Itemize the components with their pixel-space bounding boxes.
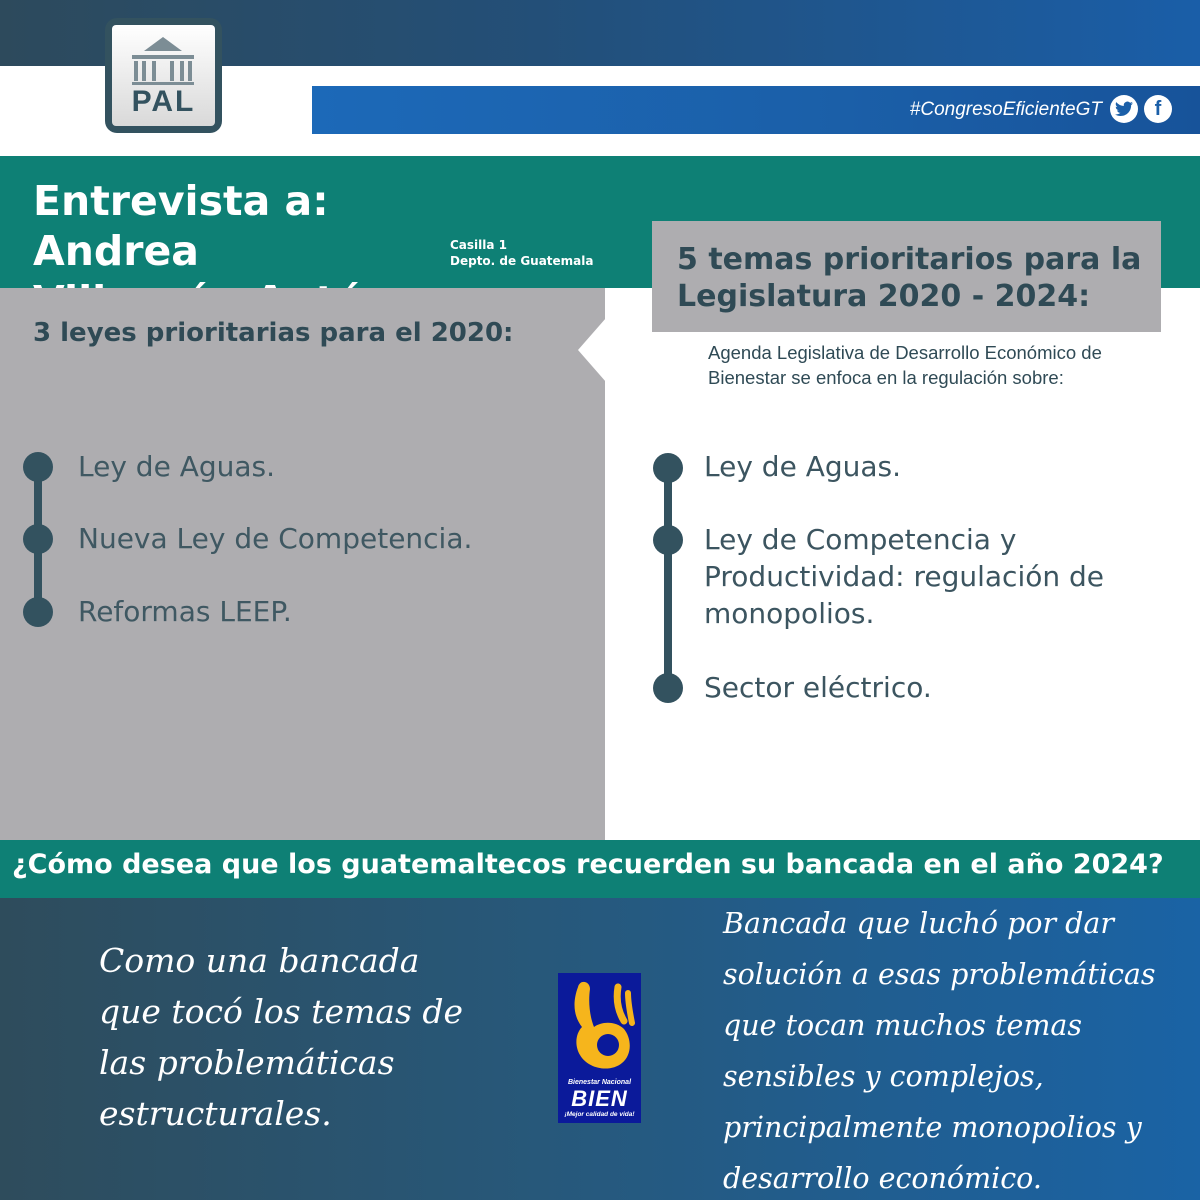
panel-pointer (578, 318, 606, 382)
answer-right: Bancada que luchó por dar solución a esas problemáticas que tocan muchos temas sensibles y complejos, principalmente monopolios y desarrollo económico. (723, 907, 1156, 1195)
question-text: ¿Cómo desea que los guatemaltecos recuerden su bancada en el año 2024? (12, 849, 1164, 880)
title-line-1: Entrevista a: Andrea (33, 177, 329, 275)
pal-logo-text: PAL (131, 85, 196, 118)
left-list-item: Reformas LEEP. (78, 595, 292, 628)
left-timeline-dot (23, 452, 53, 482)
right-timeline-dot (653, 453, 683, 483)
right-timeline-dot (653, 525, 683, 555)
bien-slogan: ¡Mejor calidad de vida! (564, 1111, 635, 1118)
left-list-item: Nueva Ley de Competencia. (78, 522, 473, 555)
location-line-1: Casilla 1 (450, 238, 508, 252)
right-heading-line-2: Legislatura 2020 - 2024: (677, 279, 1091, 314)
right-heading (677, 241, 1147, 315)
right-list-item: Ley de Aguas. (704, 450, 902, 483)
right-heading-line-1: 5 temas prioritarios para la (677, 242, 1142, 277)
ok-hand-icon (558, 973, 641, 1079)
hashtag-text: #CongresoEficienteGT (909, 99, 1102, 120)
right-list-item: Ley de Competencia y Productividad: regulación de monopolios. (704, 523, 1105, 630)
location-info (450, 237, 594, 269)
right-timeline-dot (653, 673, 683, 703)
left-heading: 3 leyes prioritarias para el 2020: (33, 318, 514, 348)
bien-party-logo (558, 973, 641, 1123)
bien-name: BIEN (571, 1086, 628, 1111)
twitter-icon[interactable] (1110, 95, 1138, 123)
left-panel (0, 288, 605, 840)
left-timeline-dot (23, 524, 53, 554)
answer-left: Como una bancada que tocó los temas de las problemáticas estructurales. (99, 941, 464, 1133)
right-intro: Agenda Legislativa de Desarrollo Económico de Bienestar se enfoca en la regulación sobre: (708, 342, 1102, 388)
right-list-item: Sector eléctrico. (704, 671, 932, 704)
pal-logo (105, 18, 222, 133)
facebook-icon[interactable]: f (1144, 95, 1172, 123)
pal-logo-inner (112, 25, 215, 126)
left-timeline-dot (23, 597, 53, 627)
location-line-2: Depto. de Guatemala (450, 254, 594, 268)
right-timeline-line (664, 466, 672, 688)
bien-top-text: Bienestar Nacional (567, 1079, 632, 1086)
left-list-item: Ley de Aguas. (78, 450, 276, 483)
